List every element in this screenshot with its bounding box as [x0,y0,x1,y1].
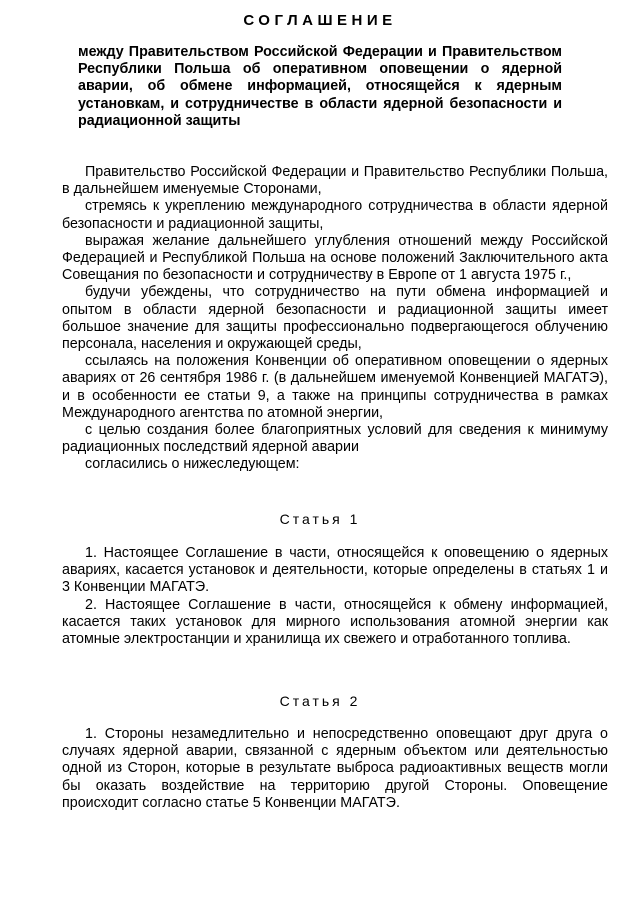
article-2-heading: Статья 2 [279,693,361,709]
article-paragraph: 2. Настоящее Соглашение в части, относящейся к обмену информацией, касается таких установок для мирного использования атомной энергии как атомные электростанции и хранилища их свежего и отработанного топлива. [62,596,608,648]
preamble-paragraph: Правительство Российской Федерации и Правительство Республики Польша, в дальнейшем именуемые Сторонами, [62,164,608,198]
preamble-paragraph: ссылаясь на положения Конвенции об оперативном оповещении о ядерных авариях от 26 сентября 1986 г. (в дальнейшем именуемой Конвенцией МАГАТЭ), и в особенности ее статьи 9, а также на принципы сотрудничества в рамках Международного агентства по атомной энергии, [62,353,608,421]
preamble-paragraph: выражая желание дальнейшего углубления отношений между Российской Федерацией и Республикой Польша на основе положений Заключительного акта Совещания по безопасности и сотрудничеству в Европе от 1 августа 1975 г., [62,232,608,284]
document-subtitle: между Правительством Российской Федерации и Правительством Республики Польша об оперативном оповещении о ядерной аварии, об обмене информацией, относящейся к ядерным установкам, и сотрудничестве в области ядерной безопасности и радиационной защиты [78,44,562,129]
preamble-paragraph: будучи убеждены, что сотрудничество на пути обмена информацией и опытом в области ядерной безопасности и радиационной защиты имеет большое значение для защиты профессионально подвергающегося облучению персонала, населения и окружающей среды, [62,284,608,353]
article-paragraph: 1. Настоящее Соглашение в части, относящейся к оповещению о ядерных авариях, касается установок и деятельности, которые определены в статьях 1 и 3 Конвенции МАГАТЭ. [62,545,608,596]
preamble-paragraph: согласились о нижеследующем: [85,456,300,473]
article-1-heading: Статья 1 [279,511,361,527]
document-title: СОГЛАШЕНИЕ [243,12,397,29]
preamble [62,164,608,474]
article-2-body [62,726,608,812]
preamble-paragraph: с целью создания более благоприятных условий для сведения к минимуму радиационных последствий ядерной аварии [62,422,608,456]
article-1-body [62,545,608,648]
preamble-paragraph: стремясь к укреплению международного сотрудничества в области ядерной безопасности и радиационной защиты, [62,198,608,232]
article-paragraph: 1. Стороны незамедлительно и непосредственно оповещают друг друга о случаях ядерной аварии, связанной с ядерным объектом или деятельностью одной из Сторон, которые в результате выброса радиоактивных веществ могли бы оказать воздействие на территорию другой Стороны. Оповещение происходит согласно статье 5 Конвенции МАГАТЭ. [62,726,608,811]
